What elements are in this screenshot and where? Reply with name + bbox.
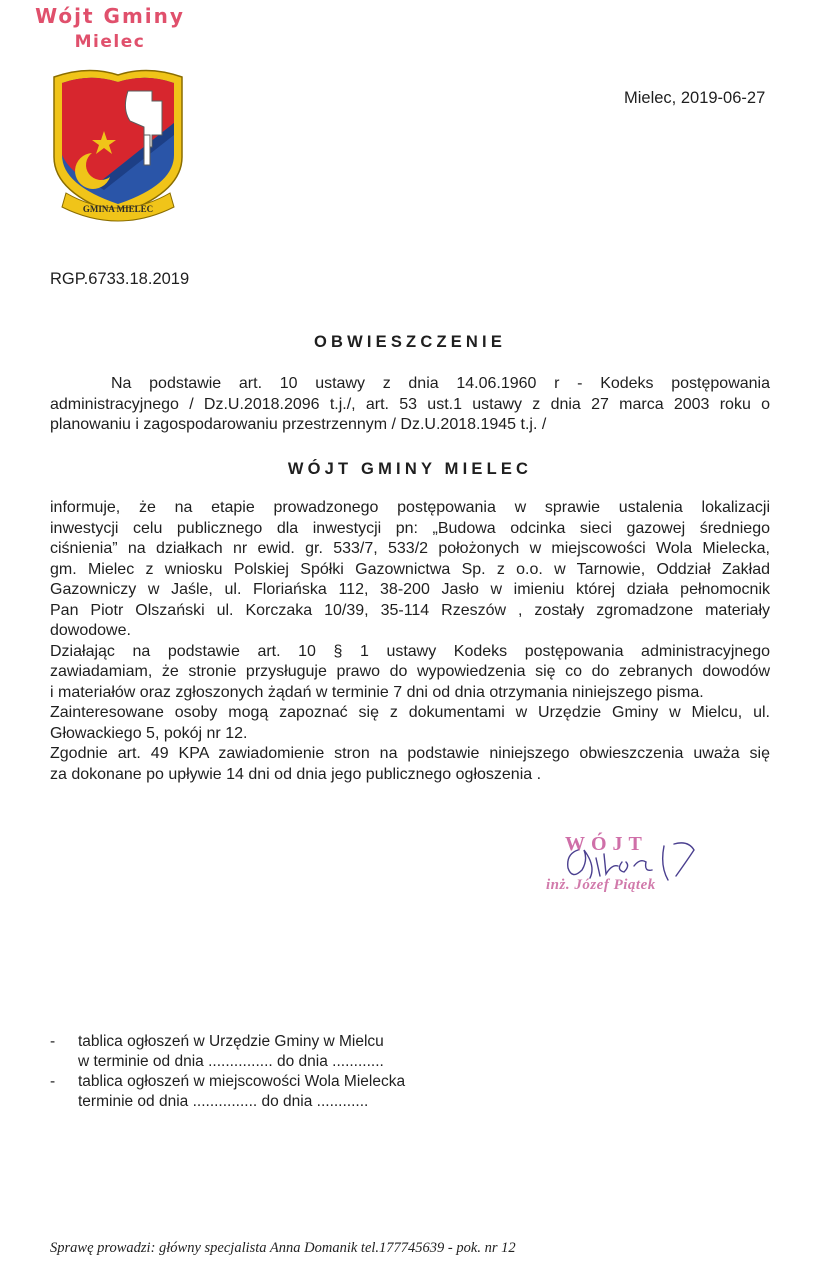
body-line: gm. Mielec z wniosku Polskiej Spółki Gazownictwa Sp. z o.o. w Tarnowie, Oddział Zakład [50, 560, 770, 578]
body-line: i materiałów oraz zgłoszonych żądań w terminie 7 dni od dnia otrzymania niniejszego pisma. [50, 683, 704, 701]
intro-line: Na podstawie art. 10 ustawy z dnia 14.06.1960 r - Kodeks postępowania [111, 375, 770, 392]
body-text [50, 498, 770, 785]
body-line: zawiadamiam, że stronie przysługuje prawo do wypowiedzenia się co do zebranych dowodów [50, 663, 770, 680]
distribution-item [50, 1032, 384, 1071]
intro-line: planowaniu i zagospodarowaniu przestrzennym / Dz.U.2018.1945 t.j. / [50, 416, 547, 433]
body-line: ciśnienia” na działkach nr ewid. gr. 533/7, 533/2 położonych w miejscowości Wola Mielecka, [50, 540, 770, 557]
distribution-line: tablica ogłoszeń w Urzędzie Gminy w Mielcu [78, 1033, 384, 1050]
body-line: dowodowe. [50, 622, 131, 639]
body-line: informuje, że na etapie prowadzonego postępowania w sprawie ustalenia lokalizacji [50, 499, 770, 516]
document-title: OBWIESZCZENIE [313, 333, 507, 351]
signature-title: WÓJT [565, 833, 648, 855]
case-number: RGP.6733.18.2019 [50, 270, 190, 288]
body-line: Głowackiego 5, pokój nr 12. [50, 724, 248, 742]
coat-of-arms-icon [48, 65, 188, 227]
distribution-item [50, 1072, 405, 1111]
body-line: Pan Piotr Olszański ul. Korczaka 10/39, 35-114 Rzeszów , zostały zgromadzone materiały [50, 601, 770, 619]
issuer-heading: WÓJT GMINY MIELEC [287, 460, 533, 478]
body-line: Działając na podstawie art. 10 § 1 ustawy Kodeks postępowania administracyjnego [50, 642, 770, 660]
intro-line: administracyjnego / Dz.U.2018.2096 t.j./, art. 53 ust.1 ustawy z dnia 27 marca 2003 roku o [50, 395, 770, 413]
stamp-subtitle: Mielec [74, 32, 146, 52]
distribution-line: w terminie od dnia ............... do dnia ............ [78, 1052, 384, 1070]
distribution-line: terminie od dnia ............... do dnia ............ [78, 1092, 369, 1110]
body-line: za dokonane po upływie 14 dni od dnia jego publicznego ogłoszenia . [50, 765, 542, 783]
body-line: Gazowniczy w Jaśle, ul. Floriańska 112, 38-200 Jasło w imieniu której działa pełnomocnik [50, 581, 770, 598]
body-line: Zainteresowane osoby mogą zapoznać się z dokumentami w Urzędzie Gminy w Mielcu, ul. [50, 704, 770, 721]
intro-paragraph [50, 374, 770, 436]
footer-contact: Sprawę prowadzi: główny specjalista Anna Domanik tel.177745639 - pok. nr 12 [50, 1240, 516, 1256]
signatory-name: inż. Józef Piątek [546, 877, 656, 893]
place-and-date: Mielec, 2019-06-27 [624, 89, 766, 107]
distribution-line: tablica ogłoszeń w miejscowości Wola Mielecka [78, 1073, 406, 1090]
body-line: inwestycji celu publicznego dla inwestycji pn: „Budowa odcinka sieci gazowej średniego [50, 519, 770, 537]
list-dash: - [50, 1073, 56, 1090]
stamp-title: Wójt Gminy [35, 4, 185, 28]
coat-banner-text: GMINA MIELEC [82, 204, 154, 214]
list-dash: - [50, 1033, 56, 1050]
body-line: Zgodnie art. 49 KPA zawiadomienie stron na podstawie niniejszego obwieszczenia uważa się [50, 745, 770, 762]
